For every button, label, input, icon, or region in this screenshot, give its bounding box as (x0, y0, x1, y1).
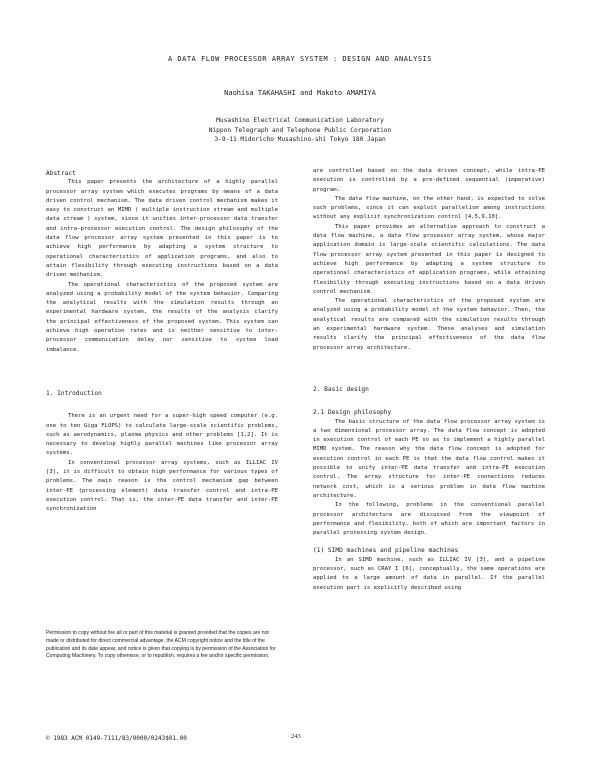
body-paragraph: are controlled based on the data driven concept, while intra-PE execution is controlled by a pre-defined sequential (imperative) program. (313, 168, 545, 193)
body-paragraph: In the following, problems in the conventional parallel processor architecture are discussed from the viewpoint of performance and flexibility, both of which are important factors in parallel processing system design. (313, 502, 545, 537)
abstract-paragraph: This paper presents the architecture of a highly parallel processor array system which executes programs by means of a data driven control mechanism. The data driven control mechanism makes it easy to construct an MIMD ( multiple instruction stream and multiple data stream ) system, since it unifies inter-processor data transfer and intra-processor execution control. The design philosophy of the data flow processor array system presented in this paper is to achieve high performance by adapting a system structure to operational characteristics of application programs, and also to attain flexibility through executing instructions based on a data driven mechanism. (46, 179, 278, 279)
abstract-heading: Abstract (46, 170, 76, 177)
copyright-line: © 1983 ACM 0149-7111/83/0000/0243$01.00 (46, 735, 187, 742)
abstract-paragraph: The operational characteristics of the proposed system are analyzed using a probability model of the system behavior. Comparing the analytical results with the simulation results through an experimental hardware system, the results of the analysis clarify the principal effectiveness of the proposed system. This system can achieve high operation rates and is neither sensitive to inter-processor communication delay nor sensitive to system load imbalance. (46, 281, 278, 353)
body-paragraph: This paper provides an alternative approach to construct a data flow machine, a data flow processor array system, whose major application domain is large-scale scientific calculations. The data flow processor array system presented in this paper is designed to achieve high performance by adapting a system structure to operational characteristics of application programs, while attaining flexibility through executing instructions based on a data driven control mechanism. (313, 223, 545, 295)
body-paragraph: In an SIMD machine, such as ILLIAC IV [3], and a pipeline processor, such as CRAY I [6], conceptually, the same operations are applied to a large amount of data in parallel. If the parallel execution part is explicitly described using (313, 556, 545, 591)
body-paragraph: The basic structure of the data flow processor array system is a two dimensional processor array. The data flow concept is adopted in execution control of each PE so as to implement a highly parallel MIMD system. The reason why the data flow concept is adopted for execution control in each PE is that the data flow control makes it possible to unify inter-PE data transfer and intra-PE execution control. The array structure for inter-PE connections reduces network cost, which is a serious problem in data flow machine architecture. (313, 418, 545, 499)
subsection-heading: 2.1 Design philosophy (313, 409, 392, 417)
left-column (46, 169, 278, 515)
body-paragraph: The data flow machine, on the other hand, is expected to solve such problems, since it can exploit parallelism among instructions without any explicit synchronization control [4,5,9,10]. (313, 195, 545, 221)
affiliation-line: Nippon Telegraph and Telephone Public Corporation (208, 126, 392, 134)
permission-text: Permission to copy without fee all or part of this material is granted provided that the copies are not made or distributed for direct commercial advantage, the ACM copyright notice and the title of the publication and its date appear, and notice is given that copying is by permission of the Association for Computing Machinery. To copy otherwise, or to republish, requires a fee and/or specific permission. (46, 630, 276, 660)
affiliation (0, 116, 600, 145)
body-paragraph: The operational characteristics of the proposed system are analyzed using a probability model of the system behavior. Then, the analytical results are compared with the simulation results through an experimental hardware system. These analyses and simulation results clarify the principal effectiveness of the data flow processor array architecture. (313, 298, 545, 351)
affiliation-line: 3-9-11 Midoricho Musashino-shi Tokyo 180 Japan (214, 136, 386, 143)
paper-authors: Naohisa TAKAHASHI and Makoto AMAMIYA (224, 89, 376, 97)
permission-notice (46, 630, 278, 661)
page-number: 243 (291, 733, 301, 740)
introduction-paragraph: There is an urgent need for a super-high speed computer (e.g. one to ten Giga FLOPS) to calculate large-scale scientific problems, such as aerodynamics, plasma physics and other problems [1,2]. It is necessary to develop highly parallel machines like processor array systems. (46, 413, 278, 457)
paper-title: A DATA FLOW PROCESSOR ARRAY SYSTEM : DESIGN AND ANALYSIS (167, 55, 432, 63)
introduction-heading: 1. Introduction (46, 389, 102, 397)
section-heading: 2. Basic design (313, 385, 369, 393)
right-column (313, 167, 545, 593)
affiliation-line: Musashino Electrical Communication Laboratory (216, 117, 384, 124)
subsection-heading: (1) SIMD machines and pipeline machines (313, 547, 459, 555)
introduction-paragraph: In conventional processor array systems, such as ILLIAC IV [3], it is difficult to obtain high performance for various types of problems. The main reason is the control mechanism gap between inter-PE (processing element) data transfer control and intra-PE execution control. That is, the inter-PE data transfer and inter-PE synchronization (46, 459, 278, 513)
